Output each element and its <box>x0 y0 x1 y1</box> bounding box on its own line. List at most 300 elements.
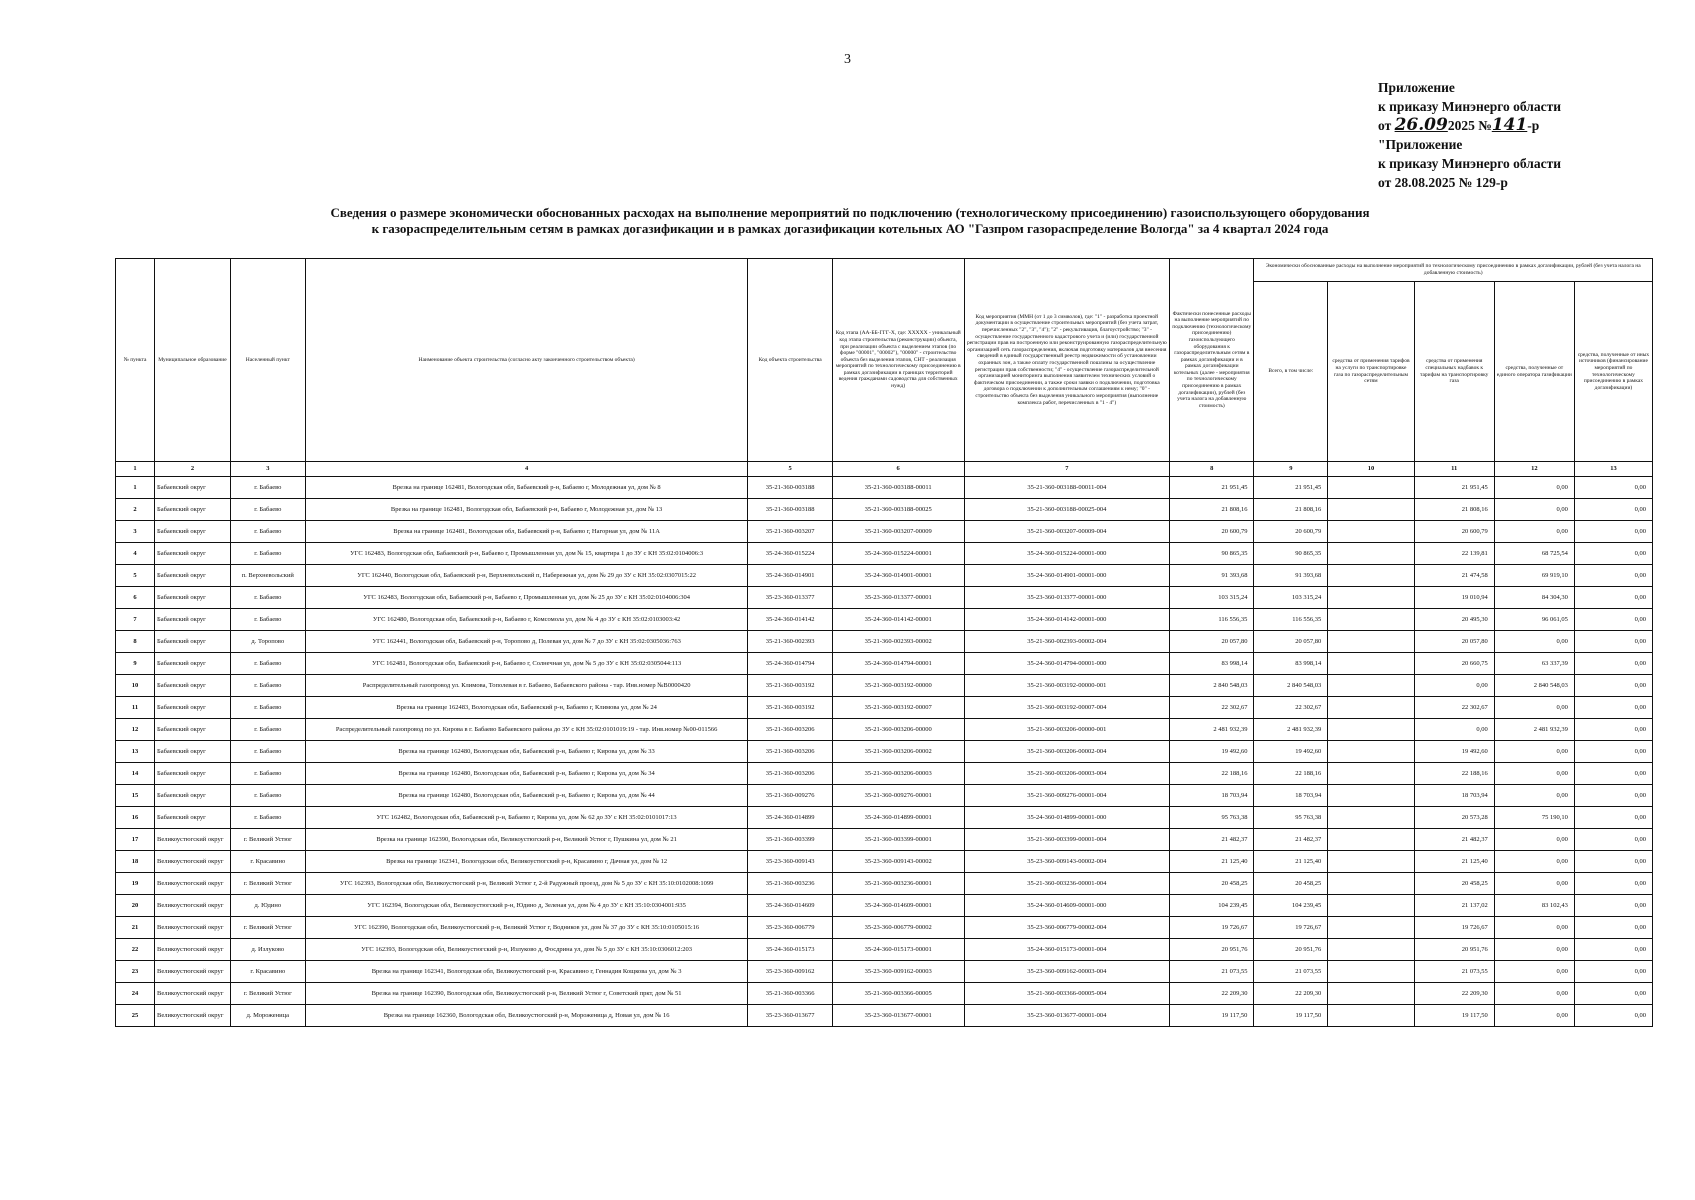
cell-other-funds: 0,00 <box>1574 895 1652 917</box>
cell-operator-funds: 0,00 <box>1494 939 1574 961</box>
cell-event-code: 35-24-360-014899-00001-000 <box>964 807 1170 829</box>
cell-settlement: г. Великий Устюг <box>230 983 305 1005</box>
cell-stage-code: 35-23-360-013677-00001 <box>832 1005 964 1027</box>
column-number: 12 <box>1494 462 1574 477</box>
cell-allowance-funds: 21 482,37 <box>1414 829 1494 851</box>
appendix-order-suffix: -р <box>1527 118 1540 133</box>
cell-municipality: Бабаевский округ <box>155 763 231 785</box>
table-row <box>116 829 1653 851</box>
cell-stage-code: 35-24-360-014899-00001 <box>832 807 964 829</box>
cell-other-funds: 0,00 <box>1574 675 1652 697</box>
cell-tariff-funds <box>1328 653 1414 675</box>
cell-actual-expenses: 22 188,16 <box>1170 763 1254 785</box>
cell-object-code: 35-21-360-003188 <box>748 477 832 499</box>
cell-settlement: г. Бабаево <box>230 763 305 785</box>
cell-actual-expenses: 95 763,38 <box>1170 807 1254 829</box>
header-municipality: Муниципальное образование <box>155 259 231 462</box>
header-allowance-funds: средства от применения специальных надбавок к тарифам на транспортировку газа <box>1414 282 1494 462</box>
cell-operator-funds: 69 919,10 <box>1494 565 1574 587</box>
cell-total: 20 057,80 <box>1254 631 1328 653</box>
cell-actual-expenses: 21 808,16 <box>1170 499 1254 521</box>
column-number: 5 <box>748 462 832 477</box>
cell-actual-expenses: 116 556,35 <box>1170 609 1254 631</box>
column-number: 3 <box>230 462 305 477</box>
cell-total: 19 726,67 <box>1254 917 1328 939</box>
cell-object-name: УГС 162393, Вологодская обл, Великоустюгский р-н, Излуково д, Фосдрина ул, дом № 5 до ЗУ с КН 35:10:0306012:203 <box>305 939 748 961</box>
cell-total: 19 492,60 <box>1254 741 1328 763</box>
cell-allowance-funds: 20 458,25 <box>1414 873 1494 895</box>
cell-municipality: Бабаевский округ <box>155 631 231 653</box>
cell-object-name: Распределительный газопровод ул. Климова, Тополевая в г. Бабаево, Бабаевского района - тар. Инв.номер №В0000420 <box>305 675 748 697</box>
cell-total: 21 951,45 <box>1254 477 1328 499</box>
table-row <box>116 807 1653 829</box>
cell-object-name: Врезка на границе 162341, Вологодская обл, Великоустюгский р-н, Красавино г, Дачная ул, дом № 12 <box>305 851 748 873</box>
header-stage-code: Код этапа (АА-ББ-ГГГ-Х, где: ХХХХХ - уникальный код этапа строительства (реконструкции) объекта, при реализации объекта с выделением этапов (по форме "00001", "00002"), "00000" - строительство объекта без выделения этапов, СНТ - реализация мероприятий по технологическому присоединению в рамках догазификации в границах территорий ведения гражданами садоводства для собственных нужд) <box>832 259 964 462</box>
cell-stage-code: 35-23-360-006779-00002 <box>832 917 964 939</box>
cell-item-number: 9 <box>116 653 155 675</box>
header-settlement: Населенный пункт <box>230 259 305 462</box>
cell-municipality: Бабаевский округ <box>155 675 231 697</box>
cell-object-code: 35-21-360-003366 <box>748 983 832 1005</box>
cell-settlement: г. Великий Устюг <box>230 917 305 939</box>
cell-operator-funds: 96 061,05 <box>1494 609 1574 631</box>
cell-object-name: Врезка на границе 162341, Вологодская обл, Великоустюгский р-н, Красавино г, Геннадия Кощкова ул, дом № 3 <box>305 961 748 983</box>
cell-total: 104 239,45 <box>1254 895 1328 917</box>
cell-other-funds: 0,00 <box>1574 851 1652 873</box>
cell-operator-funds: 0,00 <box>1494 741 1574 763</box>
cell-allowance-funds: 21 073,55 <box>1414 961 1494 983</box>
table-row <box>116 697 1653 719</box>
cell-tariff-funds <box>1328 587 1414 609</box>
cell-settlement: г. Бабаево <box>230 697 305 719</box>
cell-total: 95 763,38 <box>1254 807 1328 829</box>
cell-tariff-funds <box>1328 895 1414 917</box>
table-row <box>116 983 1653 1005</box>
appendix-year: 2025 № <box>1447 118 1492 133</box>
cell-event-code: 35-21-360-003366-00005-004 <box>964 983 1170 1005</box>
cell-operator-funds: 63 337,39 <box>1494 653 1574 675</box>
cell-tariff-funds <box>1328 873 1414 895</box>
cell-stage-code: 35-21-360-009276-00001 <box>832 785 964 807</box>
appendix-block <box>1378 78 1678 192</box>
cell-municipality: Великоустюгский округ <box>155 983 231 1005</box>
cell-object-code: 35-21-360-002393 <box>748 631 832 653</box>
header-item-number: № пункта <box>116 259 155 462</box>
table-row <box>116 895 1653 917</box>
cell-actual-expenses: 19 492,60 <box>1170 741 1254 763</box>
cell-settlement: д. Излуково <box>230 939 305 961</box>
cell-allowance-funds: 20 660,75 <box>1414 653 1494 675</box>
handwritten-date: 26.09 <box>1394 115 1448 135</box>
cell-tariff-funds <box>1328 631 1414 653</box>
appendix-date-prefix: от <box>1378 118 1392 133</box>
cell-object-name: Врезка на границе 162483, Вологодская обл, Бабаевский р-н, Бабаево г, Климова ул, дом № 24 <box>305 697 748 719</box>
cell-allowance-funds: 22 139,81 <box>1414 543 1494 565</box>
cell-stage-code: 35-24-360-014142-00001 <box>832 609 964 631</box>
cell-object-code: 35-23-360-009143 <box>748 851 832 873</box>
cell-total: 22 302,67 <box>1254 697 1328 719</box>
cell-settlement: г. Бабаево <box>230 741 305 763</box>
column-number: 11 <box>1414 462 1494 477</box>
table-row <box>116 851 1653 873</box>
cell-stage-code: 35-23-360-009143-00002 <box>832 851 964 873</box>
cell-total: 22 188,16 <box>1254 763 1328 785</box>
cell-settlement: д. Юдино <box>230 895 305 917</box>
cell-object-code: 35-23-360-006779 <box>748 917 832 939</box>
cell-actual-expenses: 104 239,45 <box>1170 895 1254 917</box>
cell-actual-expenses: 18 703,94 <box>1170 785 1254 807</box>
cell-object-name: Врезка на границе 162360, Вологодская обл, Великоустюгский р-н, Мороженица д, Новая ул, дом № 16 <box>305 1005 748 1027</box>
cell-allowance-funds: 22 209,30 <box>1414 983 1494 1005</box>
cell-tariff-funds <box>1328 961 1414 983</box>
cell-item-number: 12 <box>116 719 155 741</box>
cell-tariff-funds <box>1328 851 1414 873</box>
cell-total: 22 209,30 <box>1254 983 1328 1005</box>
cell-municipality: Бабаевский округ <box>155 543 231 565</box>
cell-other-funds: 0,00 <box>1574 785 1652 807</box>
cell-municipality: Бабаевский округ <box>155 609 231 631</box>
cell-municipality: Бабаевский округ <box>155 719 231 741</box>
cell-actual-expenses: 103 315,24 <box>1170 587 1254 609</box>
header-object-code: Код объекта строительства <box>748 259 832 462</box>
cell-operator-funds: 2 840 548,03 <box>1494 675 1574 697</box>
cell-operator-funds: 0,00 <box>1494 697 1574 719</box>
cell-total: 21 073,55 <box>1254 961 1328 983</box>
cell-operator-funds: 0,00 <box>1494 477 1574 499</box>
cell-total: 2 481 932,39 <box>1254 719 1328 741</box>
cell-stage-code: 35-21-360-003206-00000 <box>832 719 964 741</box>
cell-tariff-funds <box>1328 565 1414 587</box>
cell-object-code: 35-24-360-014901 <box>748 565 832 587</box>
cell-other-funds: 0,00 <box>1574 631 1652 653</box>
cell-actual-expenses: 22 302,67 <box>1170 697 1254 719</box>
cell-other-funds: 0,00 <box>1574 543 1652 565</box>
cell-settlement: г. Бабаево <box>230 543 305 565</box>
header-actual-expenses: Фактически понесенные расходы на выполнение мероприятий по подключению (технологическому присоединению) газоиспользующего оборудования к газораспределительным сетям в рамках догазификации и в рамках догазификации котельных (далее - мероприятия по технологическому присоединению в рамках догазификации), рублей (без учета налога на добавленную стоимость) <box>1170 259 1254 462</box>
cell-allowance-funds: 21 951,45 <box>1414 477 1494 499</box>
cell-allowance-funds: 20 573,28 <box>1414 807 1494 829</box>
cell-settlement: г. Бабаево <box>230 587 305 609</box>
cell-total: 21 808,16 <box>1254 499 1328 521</box>
cell-settlement: г. Красавино <box>230 961 305 983</box>
cell-operator-funds: 0,00 <box>1494 961 1574 983</box>
cell-stage-code: 35-23-360-009162-00003 <box>832 961 964 983</box>
cell-event-code: 35-21-360-002393-00002-004 <box>964 631 1170 653</box>
cell-operator-funds: 0,00 <box>1494 763 1574 785</box>
header-operator-funds: средства, полученные от единого оператора газификации <box>1494 282 1574 462</box>
cell-settlement: г. Бабаево <box>230 521 305 543</box>
cell-event-code: 35-21-360-003236-00001-004 <box>964 873 1170 895</box>
cell-municipality: Великоустюгский округ <box>155 829 231 851</box>
table-row <box>116 565 1653 587</box>
cell-item-number: 17 <box>116 829 155 851</box>
cell-item-number: 7 <box>116 609 155 631</box>
cell-object-code: 35-23-360-013677 <box>748 1005 832 1027</box>
table-row <box>116 1005 1653 1027</box>
cell-event-code: 35-24-360-015224-00001-000 <box>964 543 1170 565</box>
cell-settlement: г. Бабаево <box>230 675 305 697</box>
cell-object-name: УГС 162390, Вологодская обл, Великоустюгский р-н, Великий Устюг г, Водников ул, дом № 37 до ЗУ с КН 35:10:0105015:16 <box>305 917 748 939</box>
cell-actual-expenses: 20 600,79 <box>1170 521 1254 543</box>
cell-operator-funds: 84 304,30 <box>1494 587 1574 609</box>
cell-item-number: 10 <box>116 675 155 697</box>
cell-municipality: Бабаевский округ <box>155 785 231 807</box>
table-row <box>116 653 1653 675</box>
cell-municipality: Великоустюгский округ <box>155 1005 231 1027</box>
cell-other-funds: 0,00 <box>1574 961 1652 983</box>
cell-stage-code: 35-21-360-003188-00011 <box>832 477 964 499</box>
cell-allowance-funds: 0,00 <box>1414 675 1494 697</box>
header-object-name: Наименование объекта строительства (согласно акту законченного строительством объекта) <box>305 259 748 462</box>
cell-actual-expenses: 20 951,76 <box>1170 939 1254 961</box>
cell-total: 19 117,50 <box>1254 1005 1328 1027</box>
cell-settlement: п. Верхневольский <box>230 565 305 587</box>
cell-total: 20 458,25 <box>1254 873 1328 895</box>
column-number: 4 <box>305 462 748 477</box>
cell-stage-code: 35-21-360-003366-00005 <box>832 983 964 1005</box>
cell-other-funds: 0,00 <box>1574 653 1652 675</box>
cell-operator-funds: 0,00 <box>1494 873 1574 895</box>
cell-object-code: 35-24-360-014899 <box>748 807 832 829</box>
cell-actual-expenses: 22 209,30 <box>1170 983 1254 1005</box>
table-body <box>116 477 1653 1027</box>
cell-object-code: 35-21-360-003206 <box>748 763 832 785</box>
cell-event-code: 35-21-360-003188-00025-004 <box>964 499 1170 521</box>
cell-total: 103 315,24 <box>1254 587 1328 609</box>
cell-other-funds: 0,00 <box>1574 477 1652 499</box>
cell-settlement: г. Бабаево <box>230 653 305 675</box>
cell-actual-expenses: 83 998,14 <box>1170 653 1254 675</box>
cell-allowance-funds: 20 495,30 <box>1414 609 1494 631</box>
cell-tariff-funds <box>1328 939 1414 961</box>
cell-actual-expenses: 90 865,35 <box>1170 543 1254 565</box>
cell-allowance-funds: 22 302,67 <box>1414 697 1494 719</box>
cell-item-number: 23 <box>116 961 155 983</box>
cell-allowance-funds: 19 492,60 <box>1414 741 1494 763</box>
cell-allowance-funds: 20 057,80 <box>1414 631 1494 653</box>
cell-settlement: г. Бабаево <box>230 499 305 521</box>
table-row <box>116 477 1653 499</box>
cell-stage-code: 35-21-360-002393-00002 <box>832 631 964 653</box>
cell-object-name: Врезка на границе 162481, Вологодская обл, Бабаевский р-н, Бабаево г, Молодежная ул, дом № 13 <box>305 499 748 521</box>
cell-municipality: Великоустюгский округ <box>155 873 231 895</box>
cell-object-code: 35-21-360-003188 <box>748 499 832 521</box>
cell-stage-code: 35-21-360-003399-00001 <box>832 829 964 851</box>
cell-event-code: 35-21-360-003192-00007-004 <box>964 697 1170 719</box>
cell-item-number: 22 <box>116 939 155 961</box>
cell-event-code: 35-21-360-003206-00000-001 <box>964 719 1170 741</box>
table-row <box>116 873 1653 895</box>
cell-tariff-funds <box>1328 807 1414 829</box>
cell-other-funds: 0,00 <box>1574 499 1652 521</box>
cell-stage-code: 35-21-360-003206-00002 <box>832 741 964 763</box>
column-number-row <box>116 462 1653 477</box>
cell-allowance-funds: 20 600,79 <box>1414 521 1494 543</box>
cell-allowance-funds: 20 951,76 <box>1414 939 1494 961</box>
cell-actual-expenses: 91 393,68 <box>1170 565 1254 587</box>
cell-event-code: 35-24-360-014794-00001-000 <box>964 653 1170 675</box>
cell-allowance-funds: 22 188,16 <box>1414 763 1494 785</box>
appendix-line-2: к приказу Минэнерго области <box>1378 99 1562 114</box>
table-row <box>116 587 1653 609</box>
cell-object-name: Врезка на границе 162390, Вологодская обл, Великоустюгский р-н, Великий Устюг г, Советский пркт, дом № 51 <box>305 983 748 1005</box>
cell-total: 116 556,35 <box>1254 609 1328 631</box>
cell-settlement: г. Красавино <box>230 851 305 873</box>
document-title <box>260 205 1440 237</box>
cell-item-number: 20 <box>116 895 155 917</box>
cell-item-number: 11 <box>116 697 155 719</box>
table-row <box>116 499 1653 521</box>
cell-tariff-funds <box>1328 719 1414 741</box>
cell-item-number: 3 <box>116 521 155 543</box>
cell-municipality: Бабаевский округ <box>155 807 231 829</box>
cell-stage-code: 35-21-360-003188-00025 <box>832 499 964 521</box>
cell-total: 21 482,37 <box>1254 829 1328 851</box>
cell-stage-code: 35-21-360-003192-00007 <box>832 697 964 719</box>
table-row <box>116 543 1653 565</box>
cell-total: 2 840 548,03 <box>1254 675 1328 697</box>
cell-other-funds: 0,00 <box>1574 873 1652 895</box>
cell-item-number: 19 <box>116 873 155 895</box>
column-number: 1 <box>116 462 155 477</box>
cell-municipality: Великоустюгский округ <box>155 961 231 983</box>
cell-other-funds: 0,00 <box>1574 829 1652 851</box>
cell-settlement: г. Великий Устюг <box>230 873 305 895</box>
cell-stage-code: 35-23-360-013377-00001 <box>832 587 964 609</box>
cell-item-number: 13 <box>116 741 155 763</box>
cell-stage-code: 35-24-360-014794-00001 <box>832 653 964 675</box>
cell-operator-funds: 0,00 <box>1494 1005 1574 1027</box>
cell-actual-expenses: 21 482,37 <box>1170 829 1254 851</box>
cell-event-code: 35-23-360-009162-00003-004 <box>964 961 1170 983</box>
cell-operator-funds: 0,00 <box>1494 983 1574 1005</box>
cell-event-code: 35-21-360-003192-00000-001 <box>964 675 1170 697</box>
column-number: 10 <box>1328 462 1414 477</box>
cell-tariff-funds <box>1328 609 1414 631</box>
cell-tariff-funds <box>1328 499 1414 521</box>
cell-object-name: Врезка на границе 162480, Вологодская обл, Бабаевский р-н, Бабаево г, Кирова ул, дом № 44 <box>305 785 748 807</box>
cell-other-funds: 0,00 <box>1574 763 1652 785</box>
cell-actual-expenses: 2 481 932,39 <box>1170 719 1254 741</box>
cell-municipality: Великоустюгский округ <box>155 895 231 917</box>
cell-event-code: 35-24-360-014142-00001-000 <box>964 609 1170 631</box>
table-row <box>116 719 1653 741</box>
cell-item-number: 16 <box>116 807 155 829</box>
cell-municipality: Великоустюгский округ <box>155 939 231 961</box>
table-row <box>116 917 1653 939</box>
cell-event-code: 35-21-360-003206-00003-004 <box>964 763 1170 785</box>
appendix-line-5: к приказу Минэнерго области <box>1378 156 1562 171</box>
cell-other-funds: 0,00 <box>1574 939 1652 961</box>
cell-operator-funds: 0,00 <box>1494 499 1574 521</box>
column-number: 9 <box>1254 462 1328 477</box>
cell-operator-funds: 83 102,43 <box>1494 895 1574 917</box>
cell-tariff-funds <box>1328 1005 1414 1027</box>
cell-object-code: 35-24-360-014794 <box>748 653 832 675</box>
cell-event-code: 35-23-360-013677-00001-004 <box>964 1005 1170 1027</box>
column-number: 7 <box>964 462 1170 477</box>
cell-other-funds: 0,00 <box>1574 697 1652 719</box>
cell-object-name: УГС 162483, Вологодская обл, Бабаевский р-н, Бабаево г, Промышленная ул, дом № 25 до ЗУ с КН 35:02:0104006:304 <box>305 587 748 609</box>
cell-other-funds: 0,00 <box>1574 983 1652 1005</box>
table-row <box>116 763 1653 785</box>
cell-event-code: 35-23-360-006779-00002-004 <box>964 917 1170 939</box>
cell-total: 18 703,94 <box>1254 785 1328 807</box>
cell-item-number: 2 <box>116 499 155 521</box>
cell-total: 90 865,35 <box>1254 543 1328 565</box>
cell-actual-expenses: 20 458,25 <box>1170 873 1254 895</box>
cell-operator-funds: 68 725,54 <box>1494 543 1574 565</box>
cell-object-code: 35-21-360-009276 <box>748 785 832 807</box>
cell-object-name: Врезка на границе 162481, Вологодская обл, Бабаевский р-н, Бабаево г, Нагорная ул, дом № 11А <box>305 521 748 543</box>
cell-municipality: Бабаевский округ <box>155 697 231 719</box>
cell-other-funds: 0,00 <box>1574 609 1652 631</box>
cell-settlement: г. Бабаево <box>230 719 305 741</box>
cell-object-code: 35-21-360-003206 <box>748 741 832 763</box>
cell-event-code: 35-24-360-015173-00001-004 <box>964 939 1170 961</box>
cell-other-funds: 0,00 <box>1574 741 1652 763</box>
cell-event-code: 35-23-360-009143-00002-004 <box>964 851 1170 873</box>
cell-actual-expenses: 21 951,45 <box>1170 477 1254 499</box>
cell-tariff-funds <box>1328 917 1414 939</box>
cell-object-name: Врезка на границе 162481, Вологодская обл, Бабаевский р-н, Бабаево г, Молодежная ул, дом № 8 <box>305 477 748 499</box>
header-tariff-funds: средства от применения тарифов на услуги по транспортировке газа по газораспределительным сетям <box>1328 282 1414 462</box>
cell-item-number: 15 <box>116 785 155 807</box>
cell-settlement: г. Бабаево <box>230 477 305 499</box>
appendix-line-4: "Приложение <box>1378 137 1463 152</box>
cell-event-code: 35-24-360-014901-00001-000 <box>964 565 1170 587</box>
cell-allowance-funds: 0,00 <box>1414 719 1494 741</box>
cell-allowance-funds: 19 010,94 <box>1414 587 1494 609</box>
table-row <box>116 609 1653 631</box>
table-row <box>116 631 1653 653</box>
cell-event-code: 35-23-360-013377-00001-000 <box>964 587 1170 609</box>
cell-object-code: 35-21-360-003192 <box>748 675 832 697</box>
header-other-funds: средства, полученные от иных источников (финансирование мероприятий по технологическому присоединению в рамках догазификации) <box>1574 282 1652 462</box>
cell-total: 21 125,40 <box>1254 851 1328 873</box>
title-line-1: Сведения о размере экономически обоснованных расходах на выполнение мероприятий по подключению (технологическому присоединению) газоиспользующего оборудования <box>330 205 1370 220</box>
cell-stage-code: 35-21-360-003192-00000 <box>832 675 964 697</box>
cell-operator-funds: 75 190,10 <box>1494 807 1574 829</box>
cell-allowance-funds: 21 474,58 <box>1414 565 1494 587</box>
column-number: 8 <box>1170 462 1254 477</box>
cell-other-funds: 0,00 <box>1574 565 1652 587</box>
cell-object-code: 35-24-360-014609 <box>748 895 832 917</box>
cell-item-number: 18 <box>116 851 155 873</box>
cell-object-name: Врезка на границе 162480, Вологодская обл, Бабаевский р-н, Бабаево г, Кирова ул, дом № 33 <box>305 741 748 763</box>
cell-object-code: 35-24-360-014142 <box>748 609 832 631</box>
cell-allowance-funds: 21 125,40 <box>1414 851 1494 873</box>
expenses-table <box>115 258 1653 1027</box>
cell-actual-expenses: 2 840 548,03 <box>1170 675 1254 697</box>
cell-other-funds: 0,00 <box>1574 521 1652 543</box>
table-row <box>116 521 1653 543</box>
cell-other-funds: 0,00 <box>1574 1005 1652 1027</box>
cell-item-number: 4 <box>116 543 155 565</box>
cell-municipality: Бабаевский округ <box>155 587 231 609</box>
cell-stage-code: 35-21-360-003207-00009 <box>832 521 964 543</box>
handwritten-order-number: 141 <box>1491 115 1528 135</box>
cell-tariff-funds <box>1328 521 1414 543</box>
cell-operator-funds: 0,00 <box>1494 829 1574 851</box>
cell-municipality: Бабаевский округ <box>155 477 231 499</box>
cell-operator-funds: 0,00 <box>1494 917 1574 939</box>
cell-object-name: УГС 162482, Вологодская обл, Бабаевский р-н, Бабаево г, Кирова ул, дом № 62 до ЗУ с КН 35:02:0101017:13 <box>305 807 748 829</box>
cell-actual-expenses: 20 057,80 <box>1170 631 1254 653</box>
cell-municipality: Бабаевский округ <box>155 521 231 543</box>
cell-total: 91 393,68 <box>1254 565 1328 587</box>
cell-tariff-funds <box>1328 763 1414 785</box>
